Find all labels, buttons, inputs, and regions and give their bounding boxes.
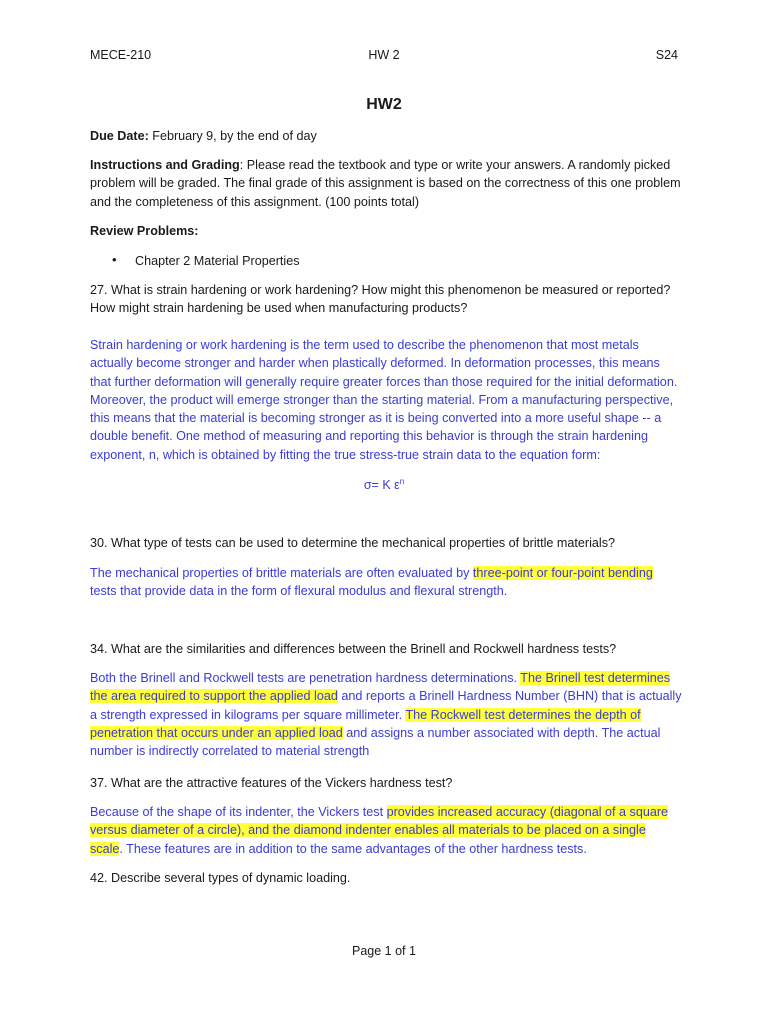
review-problems-text: Review Problems: [90, 224, 199, 238]
bullet-item-chapter: Chapter 2 Material Properties [135, 254, 300, 268]
answer-37-highlight: provides increased accuracy (diagonal of a square versus diameter of a circle), and the diamond indenter enables all materials to be placed on a single scale [90, 805, 669, 856]
answer-34-highlight-1: The Brinell test determines the area required to support the applied load [90, 671, 671, 704]
answer-30-highlight: three-point or four-point bending [472, 566, 653, 580]
answer-34-text-3: and assigns a number associated with depth. The actual number is indirectly correlated to material strength [90, 725, 661, 759]
due-date [90, 127, 682, 145]
instructions [90, 156, 682, 211]
bullet-icon: • [112, 252, 117, 267]
answer-30-text-2: tests that provide data in the form of flexural modulus and flexural strength. [90, 584, 508, 599]
review-problems-label [90, 222, 682, 240]
due-date-label: Due Date: [90, 129, 149, 143]
header-course: MECE-210 [90, 48, 152, 62]
answer-37 [90, 803, 682, 858]
instructions-text: : Please read the textbook and type or write your answers. A randomly picked problem will be graded. The final grade of this assignment is based on the correctness of this one problem and the completeness of this assignment. (100 points total) [90, 158, 681, 209]
page-header [90, 48, 678, 64]
question-42: 42. Describe several types of dynamic loading. [90, 871, 351, 885]
instructions-label: Instructions and Grading [90, 158, 240, 172]
answer-30 [90, 564, 682, 601]
answer-37-text-2: . These features are in addition to the same advantages of the other hardness tests. [119, 841, 587, 856]
formula-exponent: n [399, 477, 405, 486]
formula-base: σ= K ε [363, 478, 400, 493]
answer-34-text-2: and reports a Brinell Hardness Number (BHN) that is actually a strength expressed in kilograms per square millimeter. [90, 689, 682, 722]
due-date-text: February 9, by the end of day [148, 129, 317, 143]
answer-37-text-1: Because of the shape of its indenter, the Vickers test [90, 805, 387, 819]
question-30: 30. What type of tests can be used to determine the mechanical properties of brittle materials? [90, 536, 616, 550]
formula-strain-hardening [0, 477, 768, 492]
answer-27: Strain hardening or work hardening is the term used to describe the phenomenon that most metals actually become stronger and harder when plastically deformed. In deformation processes, this means that further deformation will generally require greater forces than those required for the initial deformation. Moreover, the product will emerge stronger than the starting material. From a manufacturing perspective, this means that the material is becoming stronger as it is being converted into a more useful shape -- a double benefit. One method of measuring and reporting this behavior is through the strain hardening exponent, n, which is obtained by fitting the true stress-true strain data to the equation form: [90, 338, 678, 462]
answer-30-text-1: The mechanical properties of brittle materials are often evaluated by [90, 566, 473, 580]
page-footer: Page 1 of 1 [352, 944, 416, 958]
header-term: S24 [655, 48, 678, 62]
question-37: 37. What are the attractive features of the Vickers hardness test? [90, 776, 453, 790]
answer-34 [90, 669, 682, 760]
page-title: HW2 [366, 96, 402, 113]
question-27: 27. What is strain hardening or work hardening? How might this phenomenon be measured or reported? How might strain hardening be used when manufacturing products? [90, 283, 671, 316]
answer-34-highlight-2: The Rockwell test determines the depth of penetration that occurs under an applied load [90, 707, 641, 740]
answer-34-text-1: Both the Brinell and Rockwell tests are penetration hardness determinations. [90, 671, 521, 685]
header-assignment: HW 2 [368, 48, 400, 62]
question-34: 34. What are the similarities and differences between the Brinell and Rockwell hardness tests? [90, 642, 617, 656]
